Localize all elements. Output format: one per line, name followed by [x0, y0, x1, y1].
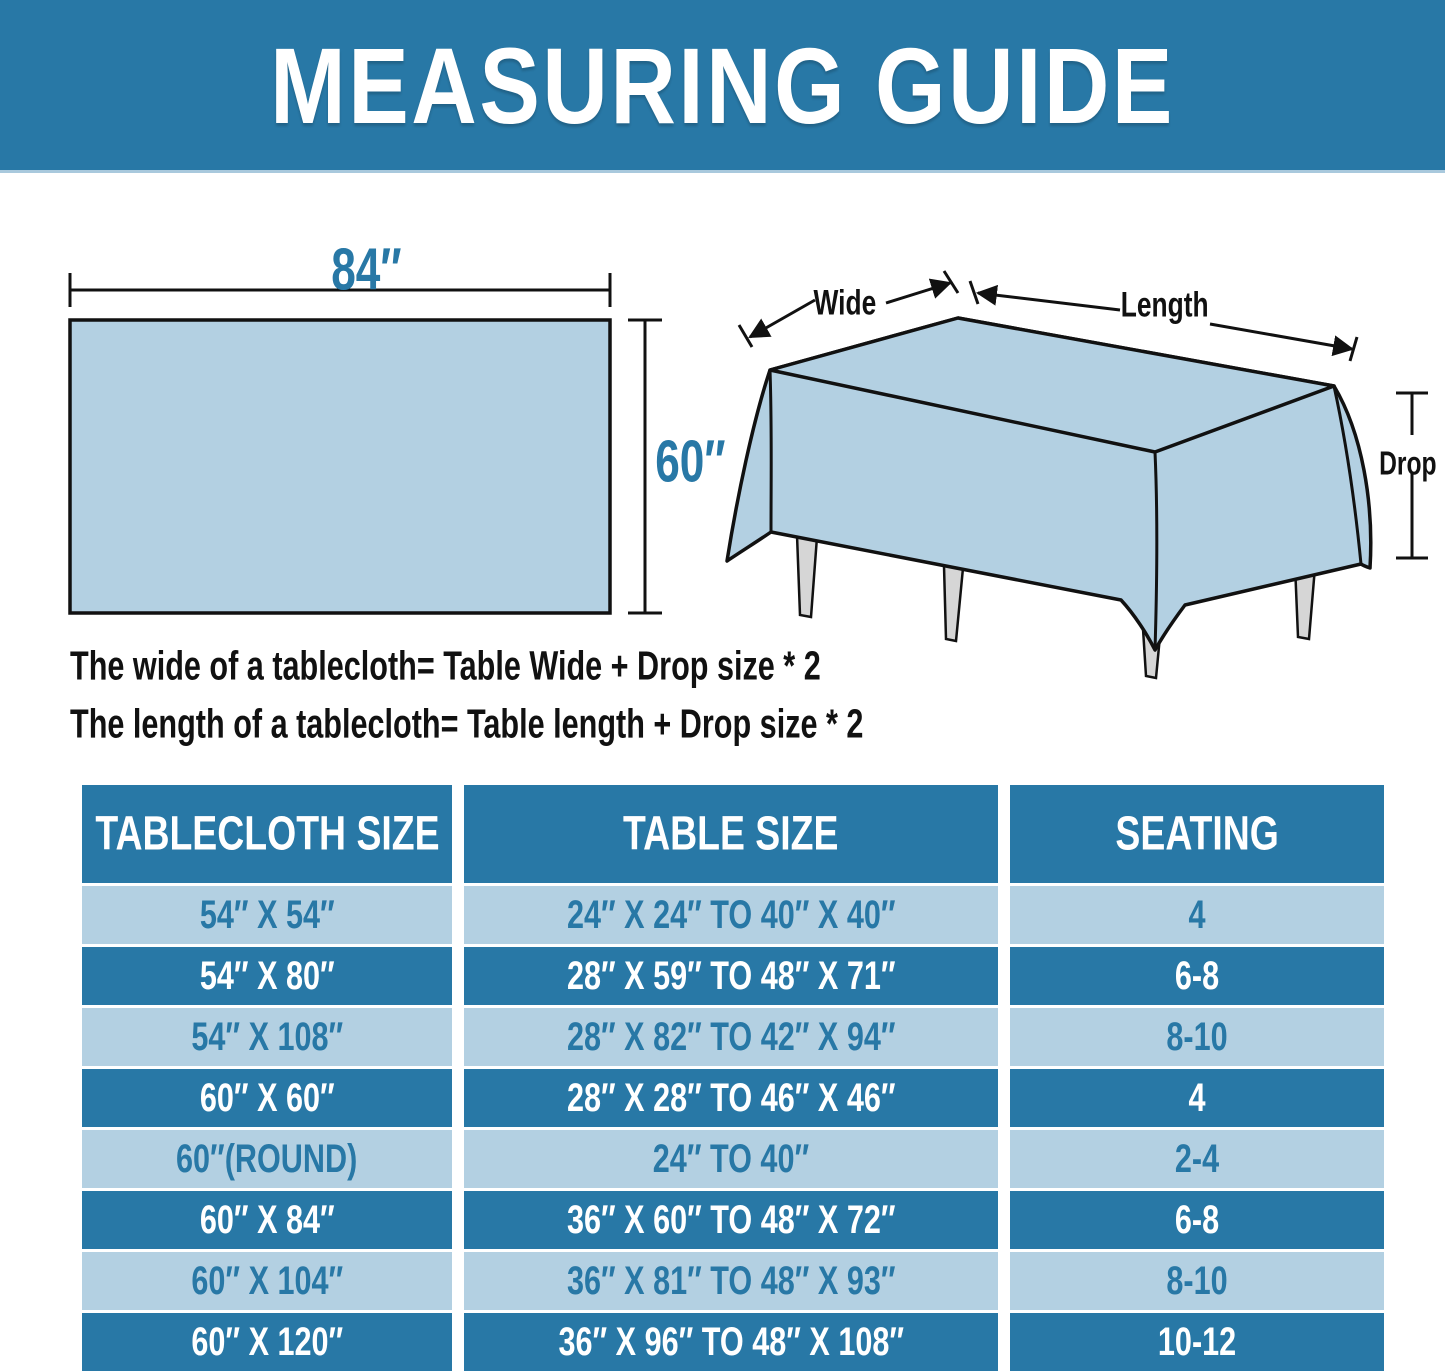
table-cell: 24″ X 24″ TO 40″ X 40″ [464, 886, 998, 944]
table-cell: 6-8 [1010, 1191, 1384, 1249]
table-cell: 54″ X 80″ [82, 947, 452, 1005]
table-cell: 60″(ROUND) [82, 1130, 452, 1188]
table-cell: 60″ X 104″ [82, 1252, 452, 1310]
length-label: Length [1121, 284, 1209, 325]
table-cell: 10-12 [1010, 1313, 1384, 1371]
drop-label: Drop [1378, 445, 1437, 483]
table-cell: 36″ X 81″ TO 48″ X 93″ [464, 1252, 998, 1310]
table-cell: 6-8 [1010, 947, 1384, 1005]
wide-label: Wide [813, 282, 877, 323]
table-cell: 54″ X 108″ [82, 1008, 452, 1066]
wide-formula: The wide of a tablecloth= Table Wide + Drop size * 2 [70, 642, 821, 689]
column-header: TABLE SIZE [464, 785, 998, 883]
header-banner [0, 0, 1445, 173]
column-header: TABLECLOTH SIZE [82, 785, 452, 883]
table-cell: 54″ X 54″ [82, 886, 452, 944]
flat-tablecloth-diagram [70, 273, 662, 613]
table-cell: 8-10 [1010, 1008, 1384, 1066]
table-cell: 28″ X 59″ TO 48″ X 71″ [464, 947, 998, 1005]
table-illustration [727, 271, 1428, 678]
height-dimension-label: 60″ [654, 428, 726, 496]
table-cell: 8-10 [1010, 1252, 1384, 1310]
table-cell: 24″ TO 40″ [464, 1130, 998, 1188]
table-cell: 60″ X 120″ [82, 1313, 452, 1371]
table-cell: 4 [1010, 1069, 1384, 1127]
length-formula: The length of a tablecloth= Table length + Drop size * 2 [70, 700, 864, 747]
table-cell: 36″ X 96″ TO 48″ X 108″ [464, 1313, 998, 1371]
size-table [82, 785, 1384, 1371]
table-cell: 60″ X 84″ [82, 1191, 452, 1249]
page-title: MEASURING GUIDE [270, 24, 1175, 146]
column-header: SEATING [1010, 785, 1384, 883]
table-cell: 28″ X 82″ TO 42″ X 94″ [464, 1008, 998, 1066]
table-cell: 2-4 [1010, 1130, 1384, 1188]
table-cell: 4 [1010, 886, 1384, 944]
table-cell: 36″ X 60″ TO 48″ X 72″ [464, 1191, 998, 1249]
width-dimension-label: 84″ [330, 236, 402, 304]
table-cell: 28″ X 28″ TO 46″ X 46″ [464, 1069, 998, 1127]
table-cell: 60″ X 60″ [82, 1069, 452, 1127]
